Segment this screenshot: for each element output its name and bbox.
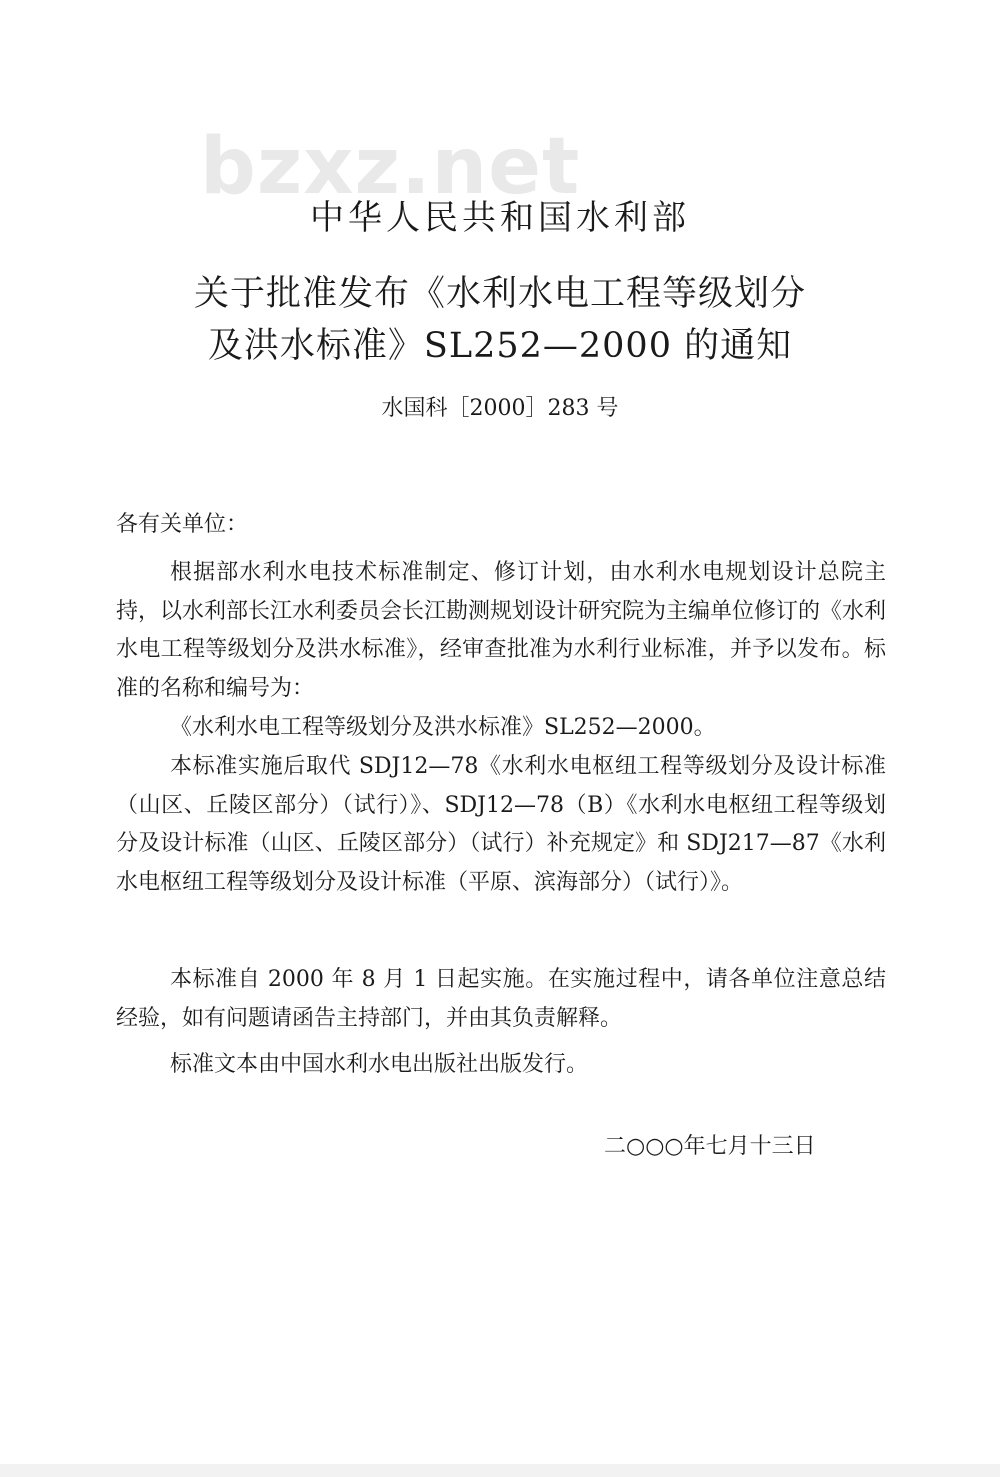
- salutation: 各有关单位：: [116, 512, 249, 537]
- notice-title-line-2: 及洪水标准》SL252—2000 的通知: [207, 326, 793, 366]
- page-bottom-edge: [0, 1464, 1000, 1477]
- watermark-text: bzxz.net: [200, 122, 581, 212]
- document-number: 水国科［2000］283 号: [381, 396, 619, 421]
- body-paragraph-effective-date: 本标准自 2000 年 8 月 1 日起实施。在实施过程中，请各单位注意总结经验，如有问题请函告主持部门，并由其负责解释。: [116, 967, 886, 1031]
- body-paragraph-publisher: 标准文本由中国水利水电出版社出版发行。: [170, 1052, 589, 1077]
- body-paragraph-replacement: 本标准实施后取代 SDJ12—78《水利水电枢纽工程等级划分及设计标准（山区、丘陵区部分）（试行）》、SDJ12—78（B）《水利水电枢纽工程等级划分及设计标准（山区、丘陵区部分）（试行）补充规定》和 SDJ217—87《水利水电枢纽工程等级划分及设计标准（平原、滨海部分）（试行）》。: [116, 754, 886, 895]
- notice-title-line-1: 关于批准发布《水利水电工程等级划分: [193, 274, 806, 314]
- issuing-organization: 中华人民共和国水利部: [310, 198, 690, 238]
- body-paragraph-standard-name: 《水利水电工程等级划分及洪水标准》SL252—2000。: [170, 715, 716, 740]
- signature-date: 二○○○年七月十三日: [604, 1134, 816, 1159]
- body-paragraph-approval: 根据部水利水电技术标准制定、修订计划，由水利水电规划设计总院主持，以水利部长江水利委员会长江勘测规划设计研究院为主编单位修订的《水利水电工程等级划分及洪水标准》，经审查批准为水利行业标准，并予以发布。标准的名称和编号为：: [116, 560, 887, 701]
